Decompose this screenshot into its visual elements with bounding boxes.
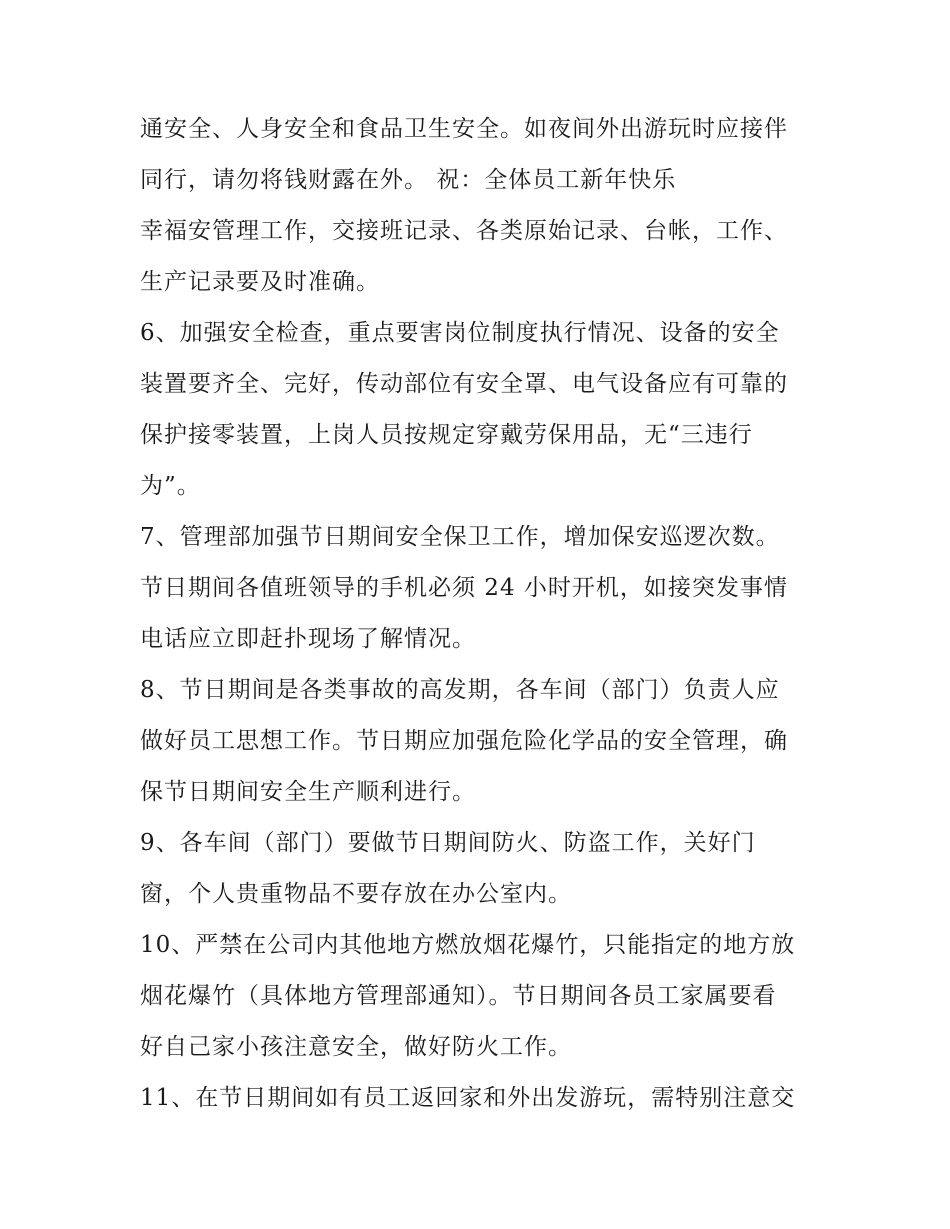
text-line-8: 为”。 [140, 473, 201, 499]
text-line-15: 9、各车间（部门）要做节日期间防火、防盗工作，关好门 [140, 830, 756, 856]
text-line-12: 8、节日期间是各类事故的高发期，各车间（部门）负责人应 [140, 677, 780, 703]
text-line-10: 节日期间各值班领导的手机必须 24 小时开机，如接突发事情 [140, 575, 788, 601]
text-line-5: 6、加强安全检查，重点要害岗位制度执行情况、设备的安全 [140, 320, 780, 346]
text-line-13: 做好员工思想工作。节日期应加强危险化学品的安全管理，确 [140, 728, 788, 754]
text-line-19: 好自己家小孩注意安全，做好防火工作。 [140, 1034, 572, 1060]
text-line-6: 装置要齐全、完好，传动部位有安全罩、电气设备应有可靠的 [140, 371, 788, 397]
text-line-1: 通安全、人身安全和食品卫生安全。如夜间外出游玩时应接伴 [140, 116, 788, 142]
text-line-17: 10、严禁在公司内其他地方燃放烟花爆竹，只能指定的地方放 [140, 932, 796, 958]
text-line-16: 窗，个人贵重物品不要存放在办公室内。 [140, 881, 572, 907]
text-line-9: 7、管理部加强节日期间安全保卫工作，增加保安巡逻次数。 [140, 524, 780, 550]
document-body [140, 104, 820, 1124]
text-line-3: 幸福安管理工作，交接班记录、各类原始记录、台帐，工作、 [140, 218, 788, 244]
text-line-2: 同行，请勿将钱财露在外。 祝：全体员工新年快乐 [140, 167, 677, 193]
text-line-18: 烟花爆竹（具体地方管理部通知）。节日期间各员工家属要看 [140, 983, 777, 1009]
text-line-7: 保护接零装置，上岗人员按规定穿戴劳保用品，无“三违行 [140, 422, 753, 448]
text-line-11: 电话应立即赶扑现场了解情况。 [140, 626, 476, 652]
text-line-4: 生产记录要及时准确。 [140, 269, 380, 295]
text-line-20: 11、在节日期间如有员工返回家和外出发游玩，需特别注意交 [140, 1085, 796, 1111]
text-line-14: 保节日期间安全生产顺利进行。 [140, 779, 476, 805]
